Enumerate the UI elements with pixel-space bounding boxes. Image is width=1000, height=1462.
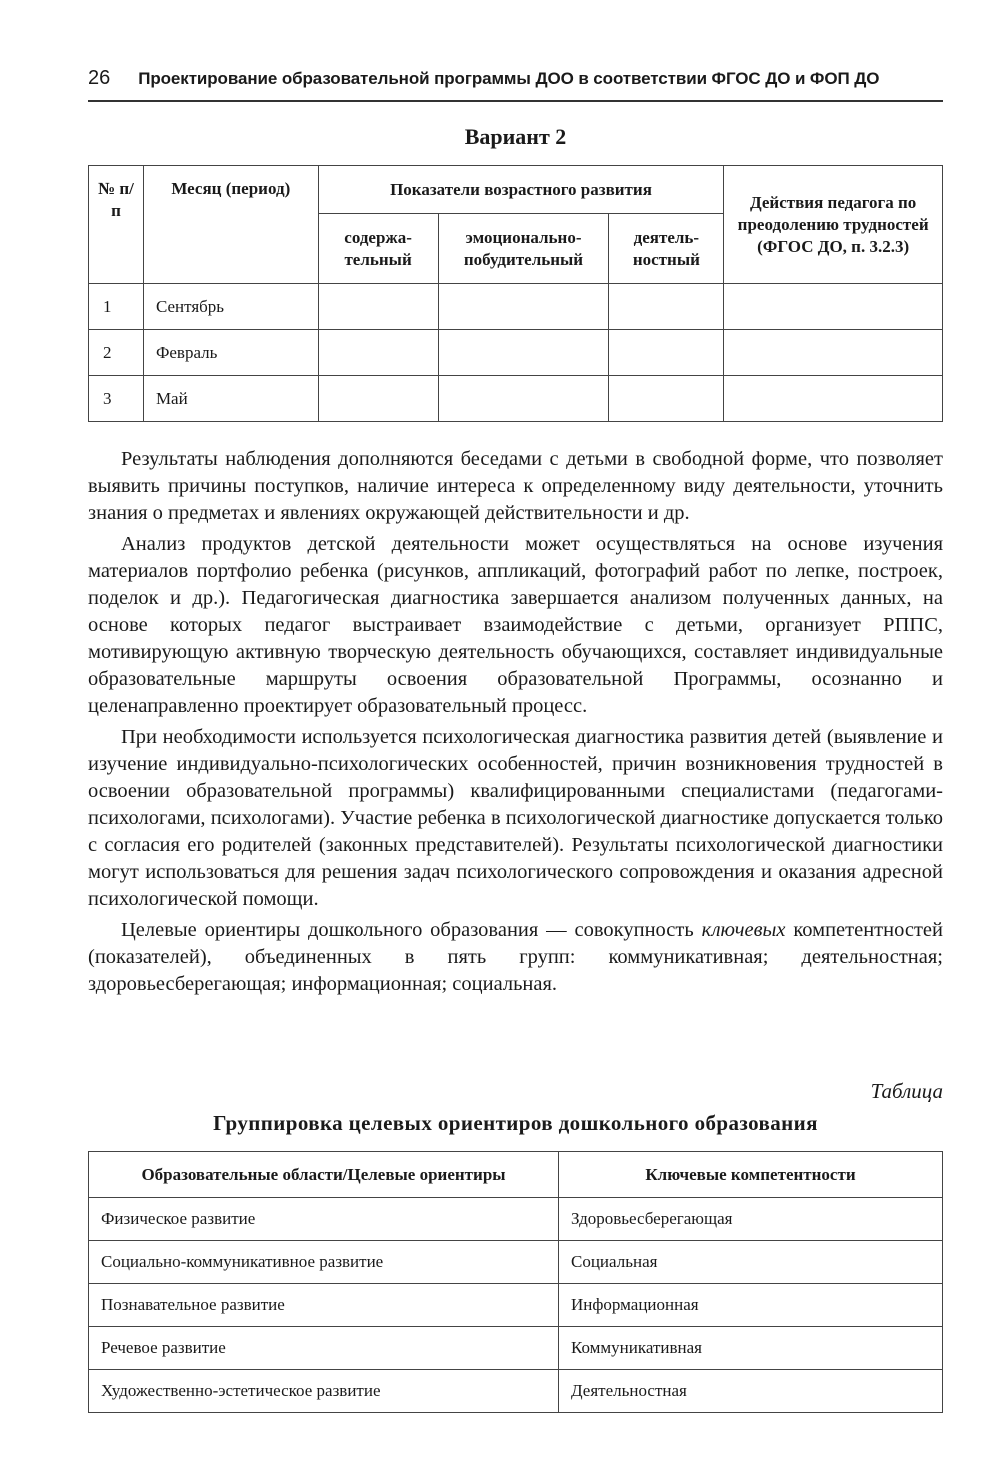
empty-cell bbox=[318, 330, 438, 376]
page-header bbox=[88, 66, 943, 102]
empty-cell bbox=[609, 376, 724, 422]
row-month: Сентябрь bbox=[143, 284, 318, 330]
empty-cell bbox=[438, 330, 609, 376]
table-row bbox=[89, 1327, 943, 1370]
variant-title: Вариант 2 bbox=[464, 124, 567, 149]
monitoring-table bbox=[88, 165, 943, 422]
paragraph-text: Целевые ориентиры дошкольного образования — совокупность bbox=[121, 919, 702, 941]
empty-cell bbox=[438, 376, 609, 422]
empty-cell bbox=[609, 284, 724, 330]
row-month: Февраль bbox=[143, 330, 318, 376]
competence-cell: Информационная bbox=[559, 1284, 943, 1327]
row-num: 2 bbox=[89, 330, 144, 376]
header-competences: Ключевые компетентности bbox=[559, 1152, 943, 1198]
paragraph: При необходимости используется психологическая диагностика развития детей (выявление и изучение индивидуально-психологических особенностей, причин возникновения трудностей в освоении образовательной программы) квалифицированными специалистами (педагогами-психологами, психологами). Участие ребенка в психологической диагностике допускается только с согласия его родителей (законных представителей). Результаты психологической диагностики могут использоваться для решения задач психологического сопровождения и оказания адресной психологической помощи. bbox=[88, 726, 943, 910]
paragraph: Анализ продуктов детской деятельности может осуществляться на основе изучения материалов портфолио ребенка (рисунков, аппликаций, фотографий работ по лепке, построек, поделок и др.). Педагогическая диагностика завершается анализом полученных данных, на основе которых педагог выстраивает взаимодействие с детьми, организует РППС, мотивирующую активную творческую деятельность обучающихся, составляет индивидуальные образовательные маршруты освоения образовательной Программы, осознанно и целенаправленно проектирует образовательный процесс. bbox=[88, 533, 943, 717]
table-row bbox=[89, 1241, 943, 1284]
paragraph-text: компетентностей (показателей), объединенных в пять групп: коммуникативная; деятельностная; здоровьесберегающая; информационная; социальная. bbox=[88, 919, 943, 995]
table-row bbox=[89, 1198, 943, 1241]
header-num: № п/п bbox=[89, 166, 144, 284]
running-title: Проектирование образовательной программы ДОО в соответствии ФГОС ДО и ФОП ДО bbox=[138, 69, 880, 88]
competence-cell: Коммуникативная bbox=[559, 1327, 943, 1370]
competence-cell: Социальная bbox=[559, 1241, 943, 1284]
header-actions: Действия педагога по преодолению трудностей (ФГОС ДО, п. 3.2.3) bbox=[724, 166, 943, 284]
table-row bbox=[89, 1370, 943, 1413]
row-num: 1 bbox=[89, 284, 144, 330]
paragraph bbox=[88, 917, 943, 998]
header-indicators: Показатели возрастного развития bbox=[318, 166, 724, 214]
competence-cell: Здоровьесберегающая bbox=[559, 1198, 943, 1241]
page-number: 26 bbox=[88, 67, 111, 89]
table-label: Таблица bbox=[870, 1079, 943, 1103]
competence-cell: Деятельностная bbox=[559, 1370, 943, 1413]
competence-table bbox=[88, 1151, 943, 1413]
empty-cell bbox=[318, 284, 438, 330]
italic-term: ключевых bbox=[701, 919, 786, 941]
area-cell: Социально-коммуникативное развитие bbox=[89, 1241, 559, 1284]
header-areas: Образовательные области/Целевые ориентиры bbox=[89, 1152, 559, 1198]
area-cell: Речевое развитие bbox=[89, 1327, 559, 1370]
empty-cell bbox=[724, 284, 943, 330]
header-activity: деятель-ностный bbox=[609, 214, 724, 284]
row-month: Май bbox=[143, 376, 318, 422]
empty-cell bbox=[724, 330, 943, 376]
area-cell: Познавательное развитие bbox=[89, 1284, 559, 1327]
header-content: содержа-тельный bbox=[318, 214, 438, 284]
table-row bbox=[89, 284, 943, 330]
area-cell: Физическое развитие bbox=[89, 1198, 559, 1241]
empty-cell bbox=[724, 376, 943, 422]
body-text bbox=[88, 446, 943, 998]
table-title: Группировка целевых ориентиров дошкольного образования bbox=[213, 1111, 818, 1135]
header-month: Месяц (период) bbox=[143, 166, 318, 284]
paragraph: Результаты наблюдения дополняются беседами с детьми в свободной форме, что позволяет выявить причины поступков, наличие интереса к определенному виду деятельности, уточнить знания о предметах и явлениях окружающей действительности и др. bbox=[88, 448, 943, 524]
empty-cell bbox=[438, 284, 609, 330]
area-cell: Художественно-эстетическое развитие bbox=[89, 1370, 559, 1413]
empty-cell bbox=[609, 330, 724, 376]
empty-cell bbox=[318, 376, 438, 422]
header-emotional: эмоционально-побудительный bbox=[438, 214, 609, 284]
table-row bbox=[89, 330, 943, 376]
table-row bbox=[89, 1284, 943, 1327]
row-num: 3 bbox=[89, 376, 144, 422]
table-row bbox=[89, 376, 943, 422]
